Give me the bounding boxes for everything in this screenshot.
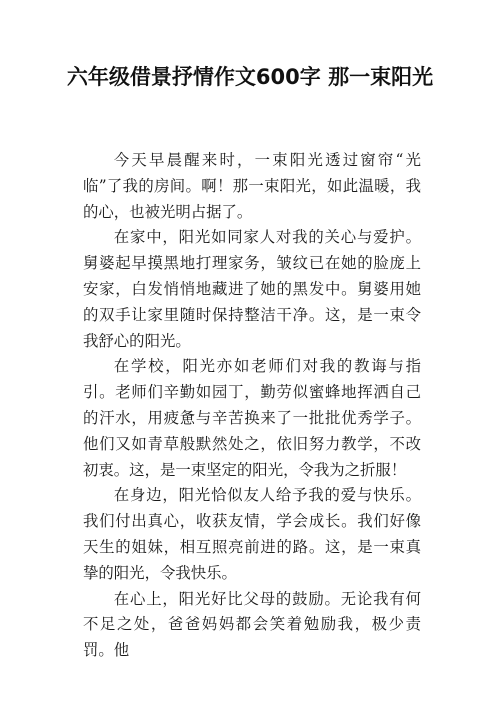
document-body [83,148,421,664]
paragraph: 在心上，阳光好比父母的鼓励。无论我有何不足之处，爸爸妈妈都会笑着勉励我，极少责罚。他 [83,589,421,660]
paragraph: 今天早晨醒来时，一束阳光透过窗帘“光临”了我的房间。啊！那一束阳光，如此温暖，我的心，也被光明占据了。 [83,151,421,221]
paragraph: 在家中，阳光如同家人对我的关心与爱护。舅婆起早摸黑地打理家务，皱纹已在她的脸庞上安家，白发悄悄地藏进了她的黑发中。舅婆用她的双手让家里随时保持整洁干净。这，是一束令我舒心的阳光。 [83,228,421,350]
document-title: 六年级借景抒情作文600字 那一束阳光 [66,65,434,89]
paragraph: 在身边，阳光恰似友人给予我的爱与快乐。我们付出真心，收获友情，学会成长。我们好像天生的姐妹，相互照亮前进的路。这，是一束真挚的阳光，令我快乐。 [83,486,421,582]
paragraph: 在学校，阳光亦如老师们对我的教诲与指引。老师们辛勤如园丁，勤劳似蜜蜂地挥洒自己的汗水，用疲惫与辛苦换来了一批批优秀学子。他们又如青草般默然处之，依旧努力教学，不改初衷。这，是一束坚定的阳光，令我为之折服！ [83,357,421,479]
